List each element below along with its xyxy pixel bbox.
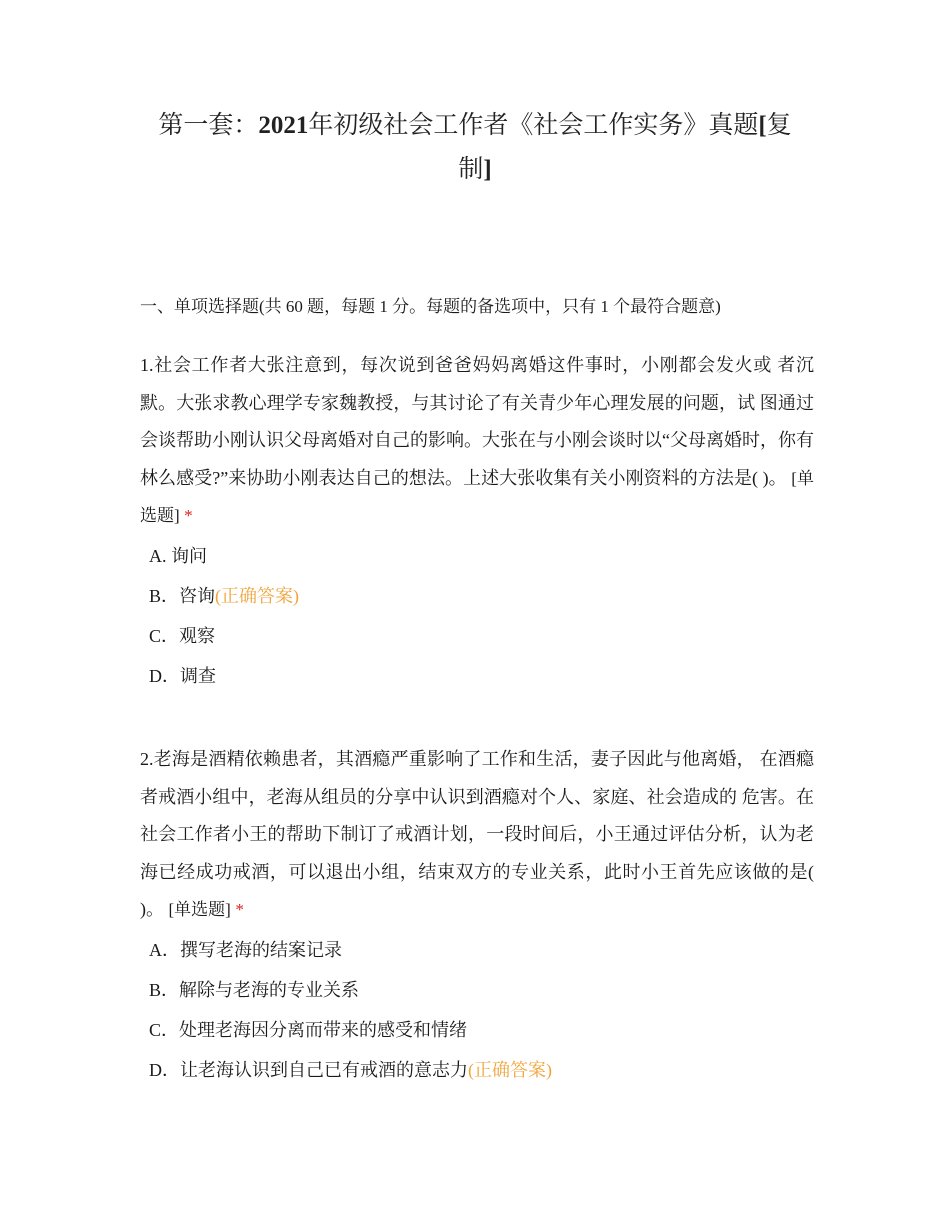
option-b[interactable] [140,581,814,621]
required-mark: * [235,900,244,919]
option-d[interactable] [140,661,814,701]
question-stem [140,347,814,535]
option-a[interactable] [140,935,814,975]
option-label: B．咨询 [149,585,216,606]
question-type-tag: [单选题] [168,900,231,919]
option-b[interactable] [140,975,814,1015]
option-d[interactable] [140,1055,814,1095]
option-label: A. 询问 [149,545,207,566]
required-mark: * [184,506,193,525]
option-label: C．处理老海因分离而带来的感受和情绪 [149,1019,468,1040]
title-copy-1: 复 [766,112,792,139]
option-a[interactable] [140,541,814,581]
correct-answer-note: (正确答案) [215,585,300,606]
option-list [140,935,814,1095]
title-bracket-close: ] [483,156,492,183]
title-copy-2: 制 [458,156,484,183]
option-label: C．观察 [149,625,216,646]
option-label: B．解除与老海的专业关系 [149,979,360,1000]
correct-answer-note: (正确答案) [468,1059,552,1080]
option-label: A．撰写老海的结案记录 [149,939,342,960]
document-title [140,104,810,192]
option-label: D．让老海认识到自己已有戒酒的意志力 [149,1059,468,1080]
question-2 [140,741,814,1095]
question-text: 1.社会工作者大张注意到，每次说到爸爸妈妈离婚这件事时，小刚都会发火或 者沉默。大张求教心理学专家魏教授，与其讨论了有关青少年心理发展的问题，试 图通过会谈帮助小刚认识父母离婚对自己的影响。大张在与小刚会谈时以“父母离婚时，你有林么感受?”来协助小刚表达自己的想法。上述大张收集有关小刚资料的方法是( )。 [140,355,814,488]
title-year: 2021 [258,112,309,139]
question-stem [140,741,814,929]
question-1 [140,347,814,701]
title-prefix: 第一套： [158,112,259,139]
option-list [140,541,814,701]
section-heading: 一、单项选择题(共 60 题，每题 1 分。每题的备选项中，只有 1 个最符合题意) [140,297,721,316]
option-label: D．调查 [149,665,216,686]
question-type-tag: [单选题] [140,468,814,525]
question-text: 2.老海是酒精依赖患者，其酒瘾严重影响了工作和生活，妻子因此与他离婚， 在酒瘾者戒酒小组中，老海从组员的分享中认识到酒瘾对个人、家庭、社会造成的 危害。在社会工作者小王的帮助下制订了戒酒计划，一段时间后，小王通过评估分析，认为老海已经成功戒酒，可以退出小组，结束双方的专业关系，此时小王首先应该做的是( )。 [140,749,814,919]
option-c[interactable] [140,621,814,661]
option-c[interactable] [140,1015,814,1055]
title-bracket-open: [ [758,112,767,139]
title-main: 年初级社会工作者《社会工作实务》真题 [308,112,759,139]
